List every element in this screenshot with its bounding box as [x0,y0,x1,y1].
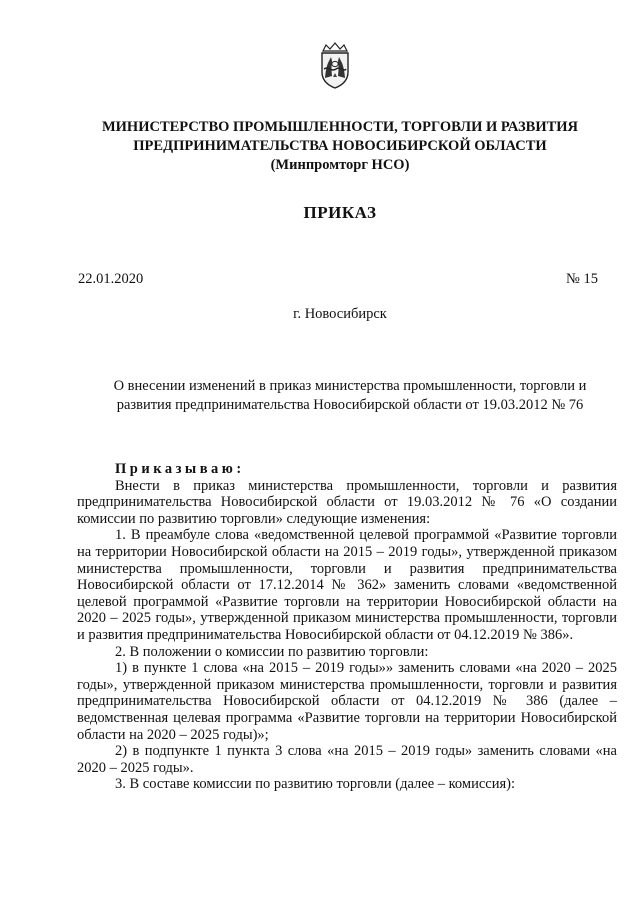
ministry-name-line1: МИНИСТЕРСТВО ПРОМЫШЛЕННОСТИ, ТОРГОВЛИ И РАЗВИТИЯ [101,119,579,135]
subject-line2: развития предпринимательства Новосибирской области от 19.03.2012 № 76 [116,397,584,413]
ministry-name-line2: ПРЕДПРИНИМАТЕЛЬСТВА НОВОСИБИРСКОЙ ОБЛАСТИ [133,138,547,154]
ministry-header [60,118,620,175]
body-paragraph: 2. В положении о комиссии по развитию торговли: [115,643,429,660]
ministry-short-name: (Минпромторг НСО) [270,157,410,173]
body-paragraph: 3. В составе комиссии по развитию торговли (далее – комиссия): [115,776,516,793]
document-body [77,461,617,793]
body-paragraph: 1. В преамбуле слова «ведомственной целевой программой «Развитие торговли на территории Новосибирской области на 2015 – 2019 годы», утвержденной приказом министерства промышленности, торговли и развития предпринимательства Новосибирской области от 17.12.2014 № 362» заменить словами «ведомственной целевой программой «Развитие торговли на территории Новосибирской области на 2020 – 2025 годы», утвержденной приказом министерства промышленности, торговли и развития предпринимательства Новосибирской области от 04.12.2019 № 386». [77,527,617,643]
body-paragraph: Внести в приказ министерства промышленности, торговли и развития предпринимательства Новосибирской области от 19.03.2012 № 76 «О создании комиссии по развитию торговли» следующие изменения: [77,477,617,527]
document-city: г. Новосибирск [293,306,387,322]
body-paragraph: 1) в пункте 1 слова «на 2015 – 2019 годы»» заменить словами «на 2020 – 2025 годы», утвержденной приказом министерства промышленности, торговли и развития предпринимательства Новосибирской области от 04.12.2019 № 386 (далее – ведомственная целевая программа «Развитие торговли на территории Новосибирской области на 2020 – 2025 годы)»; [77,660,617,743]
body-paragraph: 2) в подпункте 1 пункта 3 слова «на 2015 – 2019 годы» заменить словами «на 2020 – 2025 годы». [77,743,617,776]
order-word: Приказываю: [115,461,245,477]
document-number: № 15 [566,271,598,287]
document-subject [80,377,620,415]
document-date: 22.01.2020 [78,271,144,287]
subject-line1: О внесении изменений в приказ министерства промышленности, торговли и [113,378,587,394]
coat-of-arms-icon [316,42,354,90]
document-type-title: ПРИКАЗ [303,203,377,222]
